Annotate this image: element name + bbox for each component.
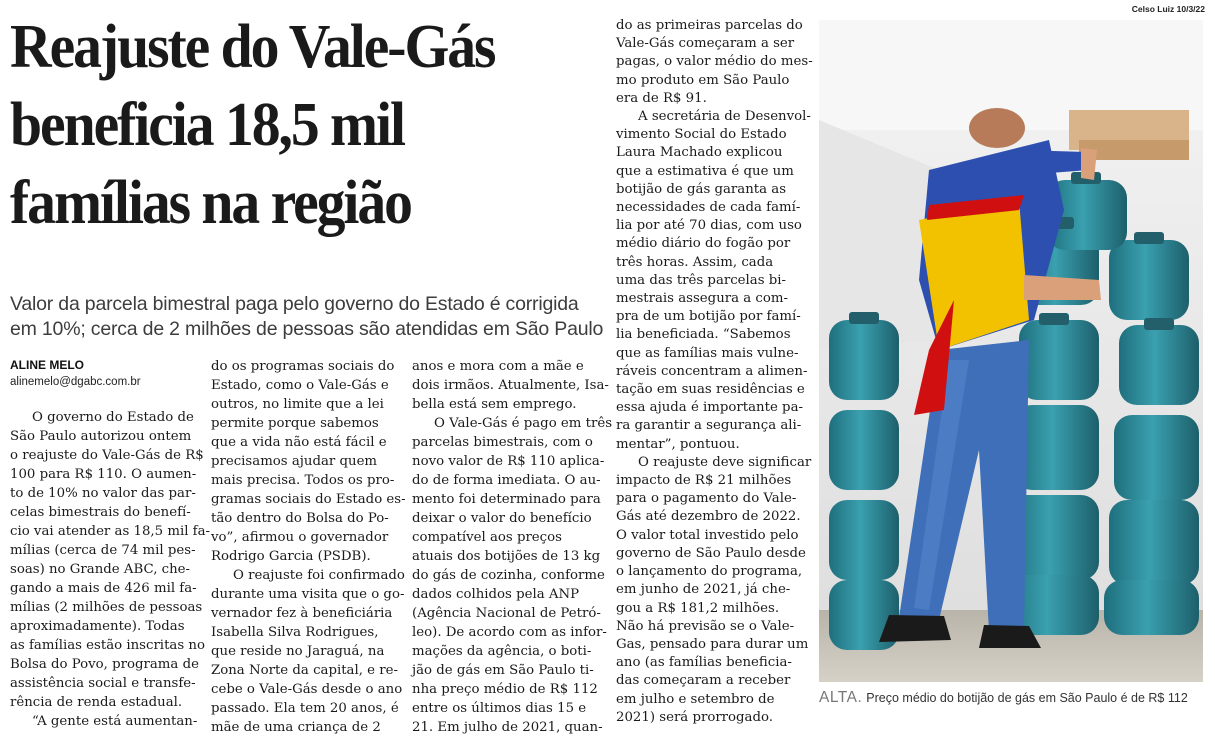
column-line: lia beneficiada. “Sabemos [616,327,791,343]
column-line: parcelas bimestrais, com o [412,435,593,450]
article-column-1 [10,408,211,729]
column-line: O Vale-Gás é pago em três [434,416,613,431]
column-line: do gás de cozinha, conforme [412,568,605,583]
headline [10,8,559,242]
column-line: pra de um botijão por famí- [616,309,801,325]
column-line: O reajuste deve significar [638,454,812,470]
column-line: mestrais assegura a com- [616,291,788,307]
column-line: do os programas sociais do [211,359,395,374]
column-line: mentar”, pontuou. [616,436,740,452]
column-line: Não há previsão se o Vale- [616,618,795,634]
column-line: mento foi determinado para [412,492,601,507]
column-line: que a estimativa é que um [616,163,794,179]
column-line: em julho e setembro de [616,691,775,707]
column-line: três horas. Assim, cada [616,254,774,270]
article-column-2 [211,357,406,735]
column-line: precisamos ajudar quem [211,454,378,469]
column-line: Vale-Gás começaram a ser [616,36,795,52]
column-line: vimento Social do Estado [616,127,787,143]
byline-author: ALINE MELO [10,358,84,372]
column-line: ano (as famílias beneficia- [616,655,792,671]
column-line: A secretária de Desenvol- [638,109,811,125]
column-line: mações da agência, o boti- [412,644,592,659]
column-line: São Paulo autorizou ontem [10,429,192,444]
column-line: mo produto em São Paulo [616,72,790,88]
column-line: Rodrigo Garcia (PSDB). [211,549,371,564]
column-line: que reside no Jaraguá, na [211,644,385,659]
column-line: durante uma visita que o go- [211,587,405,602]
column-line: Estado, como o Vale-Gás e [211,378,389,393]
column-line: dois irmãos. Atualmente, Isa- [412,378,609,393]
column-line: cebe o Vale-Gás desde o ano [211,682,403,697]
headline-line-1: Reajuste do Vale-Gás [10,13,495,81]
column-line: botijão de gás garanta as [616,181,787,197]
column-line: compatível aos preços [412,530,562,545]
column-line: gramas sociais do Estado es- [211,492,406,507]
column-line: vo”, afirmou o governador [211,530,389,545]
column-line: pagas, o valor médio do mes- [616,54,813,70]
column-line: médio diário do fogão por [616,236,791,252]
column-line: ráveis concentram a alimen- [616,363,808,379]
column-line: mílias (cerca de 74 mil pes- [10,543,196,558]
column-line: passado. Ela tem 20 anos, é [211,701,399,716]
column-line: 100 para R$ 110. O aumen- [10,467,197,482]
column-line: impacto de R$ 21 milhões [616,473,792,489]
column-line: tação em suas residências e [616,382,805,398]
column-line: atuais dos botijões de 13 kg [412,549,601,564]
column-line: mais precisa. Todos os pro- [211,473,395,488]
column-line: essa ajuda é importante pa- [616,400,803,416]
column-line: entre os últimos dias 15 e [412,701,587,716]
column-line: nha preço médio de R$ 112 [412,682,598,697]
column-line: era de R$ 91. [616,90,707,106]
column-line: anos e mora com a mãe e [412,359,584,374]
photo-caption [819,689,1211,707]
column-line: Gas, pensado para durar um [616,636,809,652]
column-line: vernador fez à beneficiária [211,606,393,621]
column-line: outros, no limite que a lei [211,397,384,412]
column-line: do as primeiras parcelas do [616,18,803,33]
column-line: leo). De acordo com as infor- [412,625,607,640]
caption-lead: ALTA. [819,689,863,706]
column-line: para o pagamento do Vale- [616,491,797,507]
column-line: governo de São Paulo desde [616,545,806,561]
column-line: necessidades de cada famí- [616,200,801,216]
column-line: bella está sem emprego. [412,397,577,412]
column-line: do de forma imediata. O au- [412,473,601,488]
gas-cylinders-worker-illustration [819,20,1203,682]
column-line: soas) no Grande ABC, che- [10,562,191,577]
column-line: que a vida não está fácil e [211,435,387,450]
column-line: dados colhidos pela ANP [412,587,580,602]
column-line: mílias (2 milhões de pessoas [10,600,203,615]
column-line: O valor total investido pelo [616,527,799,543]
column-line: das começaram a receber [616,673,791,689]
column-line: permite porque sabemos [211,416,379,431]
column-line: tão dentro do Bolsa do Po- [211,511,389,526]
column-line: 21. Em julho de 2021, quan- [412,720,603,735]
column-line: assistência social e transfe- [10,676,196,691]
column-line: O governo do Estado de [32,410,194,425]
column-line: ra garantir a segurança ali- [616,418,802,434]
column-line: to de 10% no valor das par- [10,486,196,501]
column-line: em junho de 2021, já che- [616,582,791,598]
subhead: Valor da parcela bimestral paga pelo governo do Estado é corrigida em 10%; cerca de 2 milhões de pessoas são atendidas em São Paulo [10,293,604,340]
article-column-3 [412,357,613,735]
column-line: o lançamento do programa, [616,564,803,580]
column-line: as famílias estão inscritas no [10,638,205,653]
column-line: que as famílias mais vulne- [616,345,799,361]
column-line: “A gente está aumentan- [32,714,198,729]
headline-line-2: beneficia 18,5 mil [10,91,404,159]
photo-credit: Celso Luiz 10/3/22 [1131,4,1205,14]
column-line: Isabella Silva Rodrigues, [211,625,379,640]
byline-email: alinemelo@dgabc.com.br [10,376,141,388]
column-line: gando a mais de 426 mil fa- [10,581,197,596]
column-line: Gás até dezembro de 2022. [616,509,801,525]
column-line: uma das três parcelas bi- [616,272,787,288]
column-line: gou a R$ 181,2 milhões. [616,600,780,616]
column-line: Laura Machado explicou [616,145,783,161]
column-line: rência de renda estadual. [10,695,183,710]
column-line: (Agência Nacional de Petró- [412,606,601,621]
column-line: lia por até 70 dias, com uso [616,218,802,234]
article-column-4 [616,17,813,725]
headline-line-3: famílias na região [10,169,411,237]
news-photo [819,20,1203,682]
column-line: Zona Norte da capital, e re- [211,663,398,678]
column-line: celas bimestrais do benefí- [10,505,191,520]
column-line: jão de gás em São Paulo ti- [412,663,594,678]
column-line: novo valor de R$ 110 aplica- [412,454,605,469]
column-line: cio vai atender as 18,5 mil fa- [10,524,211,539]
column-line: deixar o valor do benefício [412,511,592,526]
paragraph-1 [10,408,211,712]
column-line: Bolsa do Povo, programa de [10,657,199,672]
column-line: 2021) será prorrogado. [616,709,773,725]
column-line: aproximadamente). Todas [10,619,185,634]
caption-text: Preço médio do botijão de gás em São Paulo é de R$ 112 [866,691,1188,705]
column-line: O reajuste foi confirmado [233,568,405,583]
column-line: mãe de uma criança de 2 [211,720,381,735]
column-line: o reajuste do Vale-Gás de R$ [10,448,204,463]
